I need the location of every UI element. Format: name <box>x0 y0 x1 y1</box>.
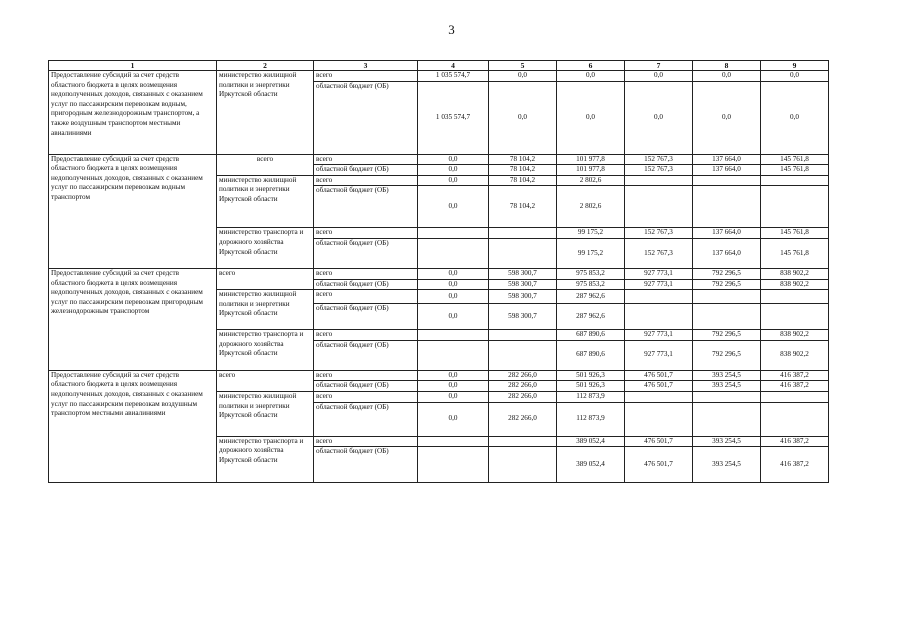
executor-total: всего <box>217 154 314 175</box>
source-vsego: всего <box>314 391 418 402</box>
value-cell <box>489 238 557 268</box>
value-cell: 2 802,6 <box>557 186 625 228</box>
value-cell <box>693 391 761 402</box>
header-row <box>49 61 829 71</box>
value-cell: 145 761,8 <box>761 165 829 176</box>
value-cell: 416 387,2 <box>761 381 829 392</box>
value-cell: 99 175,2 <box>557 228 625 239</box>
source-vsego: всего <box>314 268 418 279</box>
value-cell: 393 254,5 <box>693 381 761 392</box>
value-cell: 0,0 <box>418 165 489 176</box>
value-cell: 792 296,5 <box>693 330 761 341</box>
value-cell: 78 104,2 <box>489 154 557 165</box>
value-cell: 389 052,4 <box>557 447 625 483</box>
value-cell: 598 300,7 <box>489 279 557 290</box>
source-ob: областной бюджет (ОБ) <box>314 238 418 268</box>
source-vsego: всего <box>314 154 418 165</box>
value-cell: 282 266,0 <box>489 402 557 436</box>
value-cell: 1 035 574,7 <box>418 81 489 154</box>
value-cell: 476 501,7 <box>625 447 693 483</box>
col-header-8: 8 <box>693 61 761 71</box>
value-cell: 393 254,5 <box>693 436 761 447</box>
value-cell: 1 035 574,7 <box>418 71 489 82</box>
value-cell: 838 902,2 <box>761 340 829 370</box>
value-cell: 101 977,8 <box>557 165 625 176</box>
value-cell: 287 962,6 <box>557 304 625 330</box>
value-cell: 137 664,0 <box>693 238 761 268</box>
value-cell: 101 977,8 <box>557 154 625 165</box>
section-title: Предоставление субсидий за счет средств областного бюджета в целях возмещения недополученных доходов, связанных с оказанием услуг по пассажирским перевозкам пригородным железнодорожным транспортом <box>49 268 217 370</box>
value-cell: 0,0 <box>557 71 625 82</box>
value-cell: 0,0 <box>625 81 693 154</box>
col-header-9: 9 <box>761 61 829 71</box>
value-cell: 927 773,1 <box>625 279 693 290</box>
value-cell <box>625 175 693 186</box>
value-cell: 927 773,1 <box>625 268 693 279</box>
value-cell: 838 902,2 <box>761 279 829 290</box>
executor-transport: министерство транспорта и дорожного хозяйства Иркутской области <box>217 436 314 483</box>
value-cell <box>418 238 489 268</box>
value-cell: 393 254,5 <box>693 447 761 483</box>
value-cell: 0,0 <box>418 391 489 402</box>
value-cell <box>625 402 693 436</box>
table-row <box>49 268 829 279</box>
value-cell: 152 767,3 <box>625 238 693 268</box>
col-header-2: 2 <box>217 61 314 71</box>
executor-housing: министерство жилищной политики и энергетики Иркутской области <box>217 175 314 228</box>
source-vsego: всего <box>314 71 418 82</box>
value-cell: 152 767,3 <box>625 228 693 239</box>
value-cell: 792 296,5 <box>693 340 761 370</box>
col-header-3: 3 <box>314 61 418 71</box>
value-cell: 282 266,0 <box>489 381 557 392</box>
value-cell <box>489 447 557 483</box>
value-cell: 389 052,4 <box>557 436 625 447</box>
value-cell <box>761 402 829 436</box>
value-cell: 137 664,0 <box>693 228 761 239</box>
value-cell: 476 501,7 <box>625 370 693 381</box>
value-cell: 287 962,6 <box>557 290 625 304</box>
value-cell: 0,0 <box>418 381 489 392</box>
value-cell: 838 902,2 <box>761 268 829 279</box>
value-cell <box>418 330 489 341</box>
value-cell: 0,0 <box>489 81 557 154</box>
value-cell: 792 296,5 <box>693 268 761 279</box>
value-cell: 282 266,0 <box>489 370 557 381</box>
value-cell: 476 501,7 <box>625 381 693 392</box>
budget-table <box>48 60 829 483</box>
col-header-6: 6 <box>557 61 625 71</box>
source-ob: областной бюджет (ОБ) <box>314 381 418 392</box>
table-row <box>49 154 829 165</box>
source-vsego: всего <box>314 330 418 341</box>
value-cell <box>693 175 761 186</box>
value-cell <box>761 175 829 186</box>
executor-total: всего <box>217 268 314 289</box>
source-vsego: всего <box>314 370 418 381</box>
value-cell <box>693 304 761 330</box>
value-cell: 145 761,8 <box>761 154 829 165</box>
executor-housing: министерство жилищной политики и энергетики Иркутской области <box>217 391 314 436</box>
value-cell: 975 853,2 <box>557 279 625 290</box>
value-cell: 2 802,6 <box>557 175 625 186</box>
value-cell <box>489 228 557 239</box>
value-cell: 0,0 <box>693 81 761 154</box>
value-cell <box>489 330 557 341</box>
source-vsego: всего <box>314 436 418 447</box>
value-cell <box>418 340 489 370</box>
col-header-7: 7 <box>625 61 693 71</box>
value-cell <box>418 447 489 483</box>
value-cell <box>418 436 489 447</box>
value-cell: 0,0 <box>625 71 693 82</box>
value-cell: 0,0 <box>418 186 489 228</box>
source-ob: областной бюджет (ОБ) <box>314 81 418 154</box>
source-ob: областной бюджет (ОБ) <box>314 304 418 330</box>
value-cell <box>625 186 693 228</box>
value-cell <box>693 290 761 304</box>
value-cell <box>693 186 761 228</box>
col-header-1: 1 <box>49 61 217 71</box>
value-cell: 0,0 <box>418 175 489 186</box>
value-cell: 0,0 <box>418 290 489 304</box>
source-ob: областной бюджет (ОБ) <box>314 279 418 290</box>
value-cell: 598 300,7 <box>489 268 557 279</box>
source-ob: областной бюджет (ОБ) <box>314 186 418 228</box>
source-ob: областной бюджет (ОБ) <box>314 402 418 436</box>
value-cell: 687 890,6 <box>557 330 625 341</box>
table-row <box>49 370 829 381</box>
value-cell: 112 873,9 <box>557 391 625 402</box>
value-cell: 792 296,5 <box>693 279 761 290</box>
value-cell: 78 104,2 <box>489 175 557 186</box>
value-cell: 282 266,0 <box>489 391 557 402</box>
value-cell: 416 387,2 <box>761 436 829 447</box>
value-cell <box>625 290 693 304</box>
source-vsego: всего <box>314 228 418 239</box>
value-cell: 598 300,7 <box>489 290 557 304</box>
value-cell <box>761 304 829 330</box>
value-cell: 416 387,2 <box>761 370 829 381</box>
source-ob: областной бюджет (ОБ) <box>314 447 418 483</box>
value-cell: 476 501,7 <box>625 436 693 447</box>
source-ob: областной бюджет (ОБ) <box>314 340 418 370</box>
value-cell: 0,0 <box>418 402 489 436</box>
value-cell: 0,0 <box>418 304 489 330</box>
value-cell: 927 773,1 <box>625 340 693 370</box>
executor-total: всего <box>217 370 314 391</box>
value-cell <box>693 402 761 436</box>
executor-transport: министерство транспорта и дорожного хозяйства Иркутской области <box>217 330 314 371</box>
col-header-5: 5 <box>489 61 557 71</box>
value-cell: 416 387,2 <box>761 447 829 483</box>
value-cell: 152 767,3 <box>625 165 693 176</box>
value-cell: 927 773,1 <box>625 330 693 341</box>
section-title: Предоставление субсидий за счет средств областного бюджета в целях возмещения недополученных доходов, связанных с оказанием услуг по пассажирским перевозкам водным транспортом <box>49 154 217 268</box>
value-cell: 137 664,0 <box>693 154 761 165</box>
value-cell: 78 104,2 <box>489 165 557 176</box>
value-cell: 0,0 <box>489 71 557 82</box>
value-cell: 0,0 <box>693 71 761 82</box>
value-cell <box>418 228 489 239</box>
value-cell: 0,0 <box>418 154 489 165</box>
col-header-4: 4 <box>418 61 489 71</box>
source-vsego: всего <box>314 175 418 186</box>
value-cell <box>761 391 829 402</box>
table-row <box>49 71 829 82</box>
value-cell: 975 853,2 <box>557 268 625 279</box>
value-cell <box>761 290 829 304</box>
value-cell: 687 890,6 <box>557 340 625 370</box>
value-cell: 0,0 <box>557 81 625 154</box>
value-cell: 0,0 <box>761 81 829 154</box>
value-cell: 152 767,3 <box>625 154 693 165</box>
value-cell: 0,0 <box>761 71 829 82</box>
page-number: 3 <box>448 22 455 37</box>
executor-housing: министерство жилищной политики и энергетики Иркутской области <box>217 290 314 330</box>
value-cell: 598 300,7 <box>489 304 557 330</box>
value-cell: 99 175,2 <box>557 238 625 268</box>
section-title: Предоставление субсидий за счет средств областного бюджета в целях возмещения недополученных доходов, связанных с оказанием услуг по пассажирским перевозкам воздушным транспортом местными авиалиниями <box>49 370 217 482</box>
value-cell <box>625 304 693 330</box>
value-cell: 78 104,2 <box>489 186 557 228</box>
value-cell: 0,0 <box>418 268 489 279</box>
value-cell: 838 902,2 <box>761 330 829 341</box>
value-cell <box>761 186 829 228</box>
section-title: Предоставление субсидий за счет средств областного бюджета в целях возмещения недополученных доходов, связанных с оказанием услуг по пассажирским перевозкам водным, пригородным железнодорожным транспортом, а также воздушным транспортом местными авиалиниями <box>49 71 217 155</box>
value-cell: 137 664,0 <box>693 165 761 176</box>
value-cell: 393 254,5 <box>693 370 761 381</box>
value-cell: 0,0 <box>418 370 489 381</box>
source-ob: областной бюджет (ОБ) <box>314 165 418 176</box>
source-vsego: всего <box>314 290 418 304</box>
value-cell <box>625 391 693 402</box>
value-cell: 501 926,3 <box>557 370 625 381</box>
value-cell <box>489 340 557 370</box>
value-cell: 145 761,8 <box>761 228 829 239</box>
value-cell <box>489 436 557 447</box>
executor-housing: министерство жилищной политики и энергетики Иркутской области <box>217 71 314 155</box>
executor-transport: министерство транспорта и дорожного хозяйства Иркутской области <box>217 228 314 269</box>
value-cell: 0,0 <box>418 279 489 290</box>
value-cell: 112 873,9 <box>557 402 625 436</box>
value-cell: 501 926,3 <box>557 381 625 392</box>
value-cell: 145 761,8 <box>761 238 829 268</box>
